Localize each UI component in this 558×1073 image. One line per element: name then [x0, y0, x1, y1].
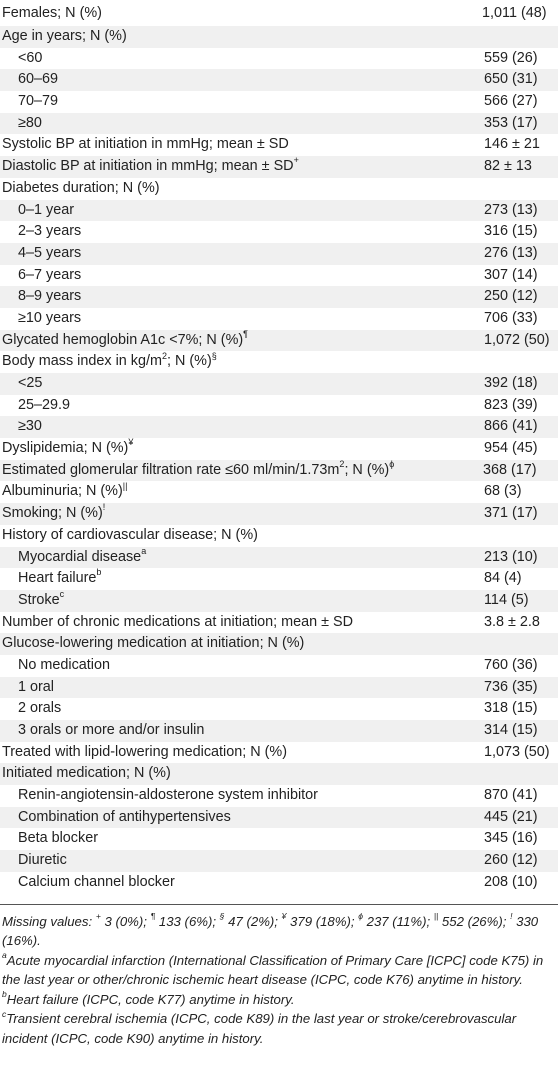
row-value: 345 (16) — [484, 830, 538, 847]
missing-values-prefix: Missing values: — [2, 913, 96, 929]
row-label-text: 2–3 years — [18, 223, 82, 240]
row-label-text: ≥80 — [18, 114, 42, 131]
row-label-text-cont: ; N (%) — [344, 461, 390, 478]
table-row — [0, 178, 558, 200]
table-row — [0, 286, 558, 308]
row-label-text: 1 oral — [18, 678, 54, 695]
row-label — [18, 113, 42, 135]
row-label — [2, 178, 160, 200]
table-row — [0, 438, 558, 460]
row-label — [18, 698, 61, 720]
row-label-text: Beta blocker — [18, 830, 98, 847]
row-value: 823 (39) — [484, 396, 538, 413]
table-notes — [0, 905, 558, 1049]
row-value: 353 (17) — [484, 114, 538, 131]
footnote — [2, 1009, 552, 1048]
row-label-text: Glycated hemoglobin A1c <7%; N (%) — [2, 331, 244, 348]
row-value: 566 (27) — [484, 93, 538, 110]
row-label-text: Heart failure — [18, 570, 97, 587]
table-row — [0, 91, 558, 113]
row-label — [18, 720, 204, 742]
row-label — [2, 351, 217, 373]
footnote-marker: c — [2, 1009, 7, 1020]
row-label — [18, 828, 98, 850]
row-label-text: Combination of antihypertensives — [18, 808, 231, 825]
table-row — [0, 503, 558, 525]
row-value: 706 (33) — [484, 309, 538, 326]
row-label — [2, 26, 127, 48]
table-row — [0, 69, 558, 91]
missing-symbol: ¶ — [150, 911, 156, 922]
table-row — [0, 265, 558, 287]
row-value: 760 (36) — [484, 656, 538, 673]
table-row — [0, 763, 558, 785]
missing-symbol: + — [95, 911, 101, 922]
row-label-text: Initiated medication; N (%) — [2, 765, 171, 782]
row-value: 276 (13) — [484, 244, 538, 261]
row-value: 3.8 ± 2.8 — [484, 613, 540, 630]
table-row — [0, 547, 558, 569]
row-value: 307 (14) — [484, 266, 538, 283]
table-row — [0, 395, 558, 417]
row-label — [18, 416, 42, 438]
row-label-text: Diuretic — [18, 852, 67, 869]
row-value: 870 (41) — [484, 787, 538, 804]
row-label-text: Number of chronic medications at initiation; mean ± SD — [2, 613, 354, 630]
row-label — [2, 742, 287, 764]
footnote-text: Acute myocardial infarction (International Classification of Primary Care [ICPC] code K75) in the last year or other/chronic ischemic heart disease (ICPC, code K76) anytime in history. — [2, 952, 544, 988]
row-value: 954 (45) — [484, 440, 538, 457]
row-label — [18, 373, 42, 395]
row-label — [2, 460, 394, 482]
row-label-text: Estimated glomerular filtration rate ≤60 ml/min/1.73m — [2, 461, 340, 478]
row-label-text: 6–7 years — [18, 266, 82, 283]
row-label-superscript: ¶ — [243, 328, 249, 339]
row-label — [18, 850, 67, 872]
row-label-text: 70–79 — [18, 93, 59, 110]
row-label-text: Systolic BP at initiation in mmHg; mean ± SD — [2, 136, 289, 153]
row-label — [18, 308, 81, 330]
row-value: 114 (5) — [484, 591, 529, 608]
row-label-superscript: 2 — [161, 350, 167, 361]
row-label — [18, 872, 175, 894]
row-label-text: Myocardial disease — [18, 548, 142, 565]
row-value: 318 (15) — [484, 700, 538, 717]
row-value: 1,073 (50) — [484, 743, 550, 760]
row-label-text: Treated with lipid-lowering medication; N (%) — [2, 743, 287, 760]
missing-symbol: ¥ — [281, 911, 287, 922]
footnote — [2, 990, 552, 1010]
row-label-text: ≥30 — [18, 418, 42, 435]
table-row — [0, 373, 558, 395]
row-label — [18, 221, 81, 243]
row-label-text: Smoking; N (%) — [2, 505, 103, 522]
row-label-text: 25–29.9 — [18, 396, 71, 413]
row-label-text: 0–1 year — [18, 201, 75, 218]
row-label-text: Age in years; N (%) — [2, 28, 127, 44]
footnotes — [2, 951, 552, 1049]
row-value: 371 (17) — [484, 505, 538, 522]
table-row — [0, 221, 558, 243]
row-value: 68 (3) — [484, 483, 522, 500]
row-value: 146 ± 21 — [484, 136, 540, 153]
table-row — [0, 113, 558, 135]
missing-symbol: || — [433, 911, 439, 922]
row-value: 213 (10) — [484, 548, 538, 565]
row-label — [18, 91, 58, 113]
row-value: 650 (31) — [484, 71, 538, 88]
table-row — [0, 200, 558, 222]
table-row — [0, 698, 558, 720]
missing-count: 47 (2%); — [224, 913, 282, 929]
table-row — [0, 720, 558, 742]
row-label-text: History of cardiovascular disease; N (%) — [2, 526, 258, 543]
row-label-text: 3 orals or more and/or insulin — [18, 722, 205, 738]
missing-symbol: § — [219, 911, 225, 922]
row-value: 736 (35) — [484, 678, 538, 695]
row-label-text: Calcium channel blocker — [18, 873, 175, 890]
missing-symbol: ϕ — [358, 911, 363, 922]
row-label-superscript: b — [96, 567, 102, 578]
row-label — [2, 525, 258, 547]
table-row — [0, 416, 558, 438]
table-row — [0, 330, 558, 352]
row-label-text: 4–5 years — [18, 244, 82, 261]
table-row — [0, 590, 558, 612]
row-label — [18, 200, 74, 222]
row-label — [18, 286, 81, 308]
row-label-text: Diabetes duration; N (%) — [2, 179, 160, 196]
row-label-text-cont: ; N (%) — [166, 353, 212, 370]
table-row — [0, 48, 558, 70]
row-value: 1,072 (50) — [484, 331, 550, 348]
table-row — [0, 134, 558, 156]
table-row — [0, 481, 558, 503]
row-label-text: Dyslipidemia; N (%) — [2, 440, 129, 457]
row-label-text: Albuminuria; N (%) — [2, 483, 123, 500]
row-value: 559 (26) — [484, 49, 538, 66]
table-row — [0, 655, 558, 677]
table-row — [0, 568, 558, 590]
row-label — [18, 48, 42, 70]
row-label-superscript: 2 — [339, 458, 345, 469]
missing-count: 237 (11%); — [362, 913, 434, 929]
row-label — [2, 134, 289, 156]
table-row — [0, 872, 558, 894]
table-row — [0, 807, 558, 829]
row-value: 368 (17) — [483, 461, 537, 478]
row-label — [2, 156, 299, 178]
row-label-superscript: ! — [102, 502, 106, 513]
footnote-text: Heart failure (ICPC, code K77) anytime in history. — [6, 991, 295, 1007]
row-label — [2, 633, 304, 655]
table-row — [0, 308, 558, 330]
row-value: 273 (13) — [484, 201, 538, 218]
missing-count: 3 (0%); — [100, 913, 151, 929]
row-label-superscript: § — [211, 350, 217, 361]
row-label-text: Females; N (%) — [2, 5, 102, 21]
row-label-superscript: a — [141, 545, 147, 556]
row-label — [2, 438, 133, 460]
row-label-text: Body mass index in kg/m — [2, 353, 162, 370]
row-label — [18, 395, 70, 417]
missing-count: 379 (18%); — [286, 913, 359, 929]
row-value: 260 (12) — [484, 852, 538, 869]
row-label-text: Glucose-lowering medication at initiation; N (%) — [2, 635, 305, 652]
row-value: 1,011 (48) — [482, 5, 547, 21]
missing-count: 133 (6%); — [155, 913, 220, 929]
row-label-superscript: ϕ — [389, 458, 395, 469]
table-row — [0, 850, 558, 872]
table-row — [0, 0, 558, 26]
row-label — [18, 807, 231, 829]
row-label-text: No medication — [18, 656, 110, 673]
table-row — [0, 26, 558, 48]
table-row — [0, 828, 558, 850]
missing-count: 330 (16%). — [2, 913, 539, 949]
table-row — [0, 156, 558, 178]
row-label-text: <60 — [18, 49, 43, 66]
row-value: 392 (18) — [484, 375, 538, 391]
row-label-superscript: + — [293, 155, 299, 166]
row-label — [2, 0, 102, 26]
row-label — [2, 763, 171, 785]
row-label — [18, 568, 101, 590]
row-value: 316 (15) — [484, 223, 538, 240]
row-label — [18, 547, 146, 569]
row-label-text: Diastolic BP at initiation in mmHg; mean ± SD — [2, 158, 294, 175]
row-label — [18, 590, 64, 612]
row-value: 208 (10) — [484, 873, 538, 890]
row-label — [2, 503, 105, 525]
row-value: 250 (12) — [484, 288, 538, 305]
missing-values-note — [2, 912, 552, 951]
table-row — [0, 677, 558, 699]
table-row — [0, 351, 558, 373]
footnote-text: Transient cerebral ischemia (ICPC, code K89) in the last year or stroke/cerebrovascular incident (ICPC, code K90) anytime in history. — [2, 1011, 517, 1047]
row-value: 866 (41) — [484, 418, 538, 435]
table-row — [0, 525, 558, 547]
footnote-marker: b — [2, 989, 7, 1000]
row-label — [18, 677, 54, 699]
row-label-text: ≥10 years — [18, 309, 82, 326]
row-value: 82 ± 13 — [484, 158, 532, 175]
row-label-text: 2 orals — [18, 700, 62, 717]
row-value: 84 (4) — [484, 570, 522, 587]
row-label — [18, 265, 81, 287]
row-label-superscript: ¥ — [128, 437, 134, 448]
table-row — [0, 742, 558, 764]
row-label-text: 60–69 — [18, 71, 59, 88]
row-label-text: Renin-angiotensin-aldosterone system inhibitor — [18, 787, 318, 804]
table-row — [0, 460, 558, 482]
footnote — [2, 951, 552, 990]
row-label — [18, 69, 58, 91]
table-row — [0, 633, 558, 655]
row-label — [18, 655, 110, 677]
row-label — [2, 481, 127, 503]
missing-symbol: ! — [510, 911, 513, 922]
row-label — [18, 243, 81, 265]
row-value: 445 (21) — [484, 808, 538, 825]
row-label — [2, 330, 248, 352]
row-label-superscript: || — [122, 480, 128, 491]
row-label-text: <25 — [18, 375, 43, 391]
row-label-superscript: c — [59, 589, 65, 600]
footnote-marker: a — [2, 950, 7, 961]
table-row — [0, 785, 558, 807]
missing-count: 552 (26%); — [438, 913, 511, 929]
row-label — [2, 612, 353, 634]
row-label-text: Stroke — [18, 591, 60, 608]
row-value: 314 (15) — [484, 722, 538, 738]
table-row — [0, 612, 558, 634]
row-label-text: 8–9 years — [18, 288, 82, 305]
table-row — [0, 243, 558, 265]
row-label — [18, 785, 318, 807]
